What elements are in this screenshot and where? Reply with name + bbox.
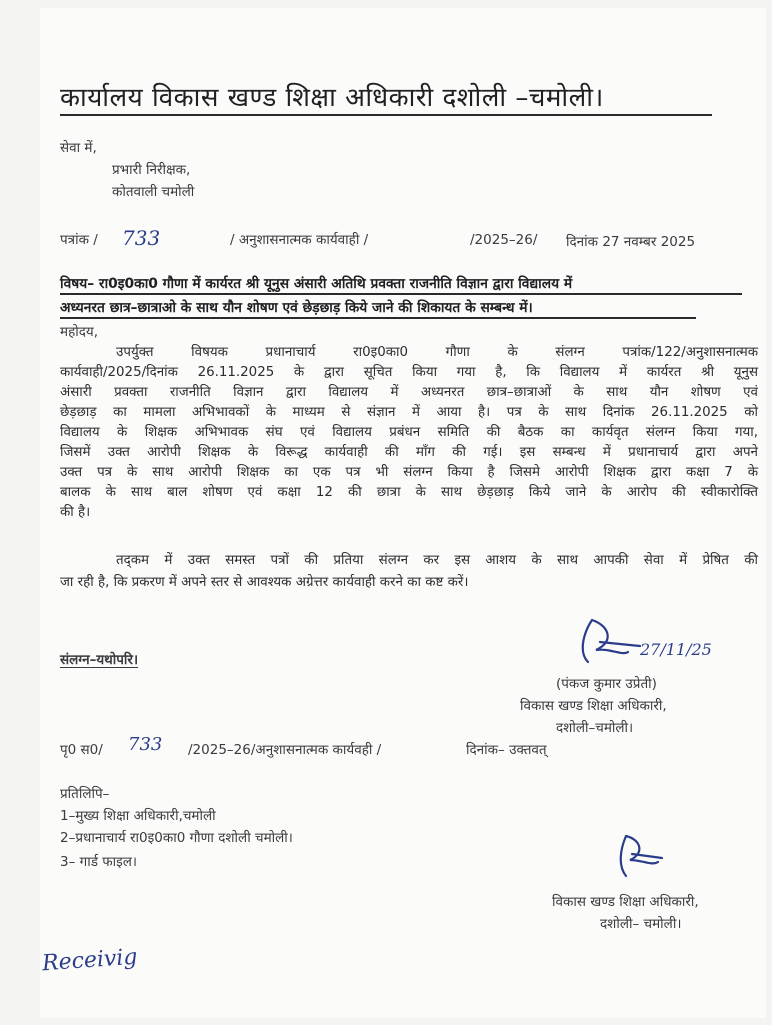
- ref-section: / अनुशासनात्मक कार्यवाही /: [230, 232, 369, 248]
- subject-line-2: अध्यनरत छात्र–छात्राओ के साथ यौन शोषण एवं छेड़छाड़ किये जाने की शिकायत के सम्बन्ध में।: [60, 300, 533, 316]
- ref-number-handwritten: 733: [122, 226, 161, 250]
- paragraph-1-line: छेड़छाड़ का मामला अभिभावकों के माध्यम से संज्ञान में आया है। पत्र के साथ दिनांक 26.11.2025 को: [60, 405, 758, 420]
- ref-year: /2025–26/: [470, 232, 538, 248]
- ref2-rest: /2025–26/अनुशासनात्मक कार्यवही /: [188, 742, 382, 758]
- signatory-place: दशोली–चमोली।: [556, 720, 634, 736]
- receiving-note-handwritten: Receivig: [41, 944, 139, 977]
- ref2-number-handwritten: 733: [128, 734, 163, 755]
- ref-prefix: पत्रांक /: [60, 232, 98, 248]
- signatory-name: (पंकज कुमार उप्रेती): [556, 676, 657, 692]
- paragraph-1-line: जिसमें उक्त आरोपी शिक्षक के विरूद्ध कार्यवाही की माँग की गई। इस सम्बन्ध में प्रधानाचार्य द्वारा अपने: [60, 445, 758, 460]
- subject-line-1: विषय– रा0इ0का0 गौणा में कार्यरत श्री यूनुस अंसारी अतिथि प्रवक्ता राजनीति विज्ञान द्वारा विद्यालय में: [60, 276, 573, 292]
- paragraph-1-line: उक्त पत्र के साथ आरोपी शिक्षक का एक पत्र भी संलग्न किया है जिसमे आरोपी शिक्षक द्वारा कक्षा 7 के: [60, 465, 758, 480]
- signature-2-designation: विकास खण्ड शिक्षा अधिकारी,: [552, 894, 699, 910]
- copy-item: 2–प्रधानाचार्य रा0इ0का0 गौणा दशोली चमोली।: [60, 830, 293, 846]
- subject-underline-1: [60, 293, 742, 295]
- salutation: सेवा में,: [60, 140, 97, 156]
- greeting: महोदय,: [60, 324, 99, 340]
- copy-item: 3– गार्ड फाइल।: [60, 854, 138, 870]
- signature-date-handwritten: 27/11/25: [640, 640, 712, 659]
- signature-scribble: [612, 832, 672, 884]
- paragraph-2-line: जा रही है, कि प्रकरण में अपने स्तर से आवश्यक अग्रेत्तर कार्यवाही करने का कष्ट करें।: [60, 575, 469, 590]
- paragraph-2-line: तद्कम में उक्त समस्त पत्रों की प्रतिया संलग्न कर इस आशय के साथ आपकी सेवा में प्रेषित की: [116, 553, 758, 568]
- ref2-prefix: पृ0 स0/: [60, 742, 103, 758]
- enclosure-note: संलग्न–यथोपरि।: [60, 652, 139, 668]
- signature-2-place: दशोली– चमोली।: [600, 916, 682, 932]
- paragraph-1-line: कार्यवाही/2025/दिनांक 26.11.2025 के द्वारा सूचित किया गया है, कि विद्यालय में कार्यरत श्री यूनुस: [60, 365, 758, 380]
- paragraph-1-line: की है।: [60, 505, 91, 520]
- paragraph-1-line: बालक के साथ बाल शोषण एवं कक्षा 12 की छात्रा के साथ छेड़छाड़ किये जाने के आरोप की स्वीकारोक्ति: [60, 485, 758, 500]
- copy-item: 1–मुख्य शिक्षा अधिकारी,चमोली: [60, 808, 216, 824]
- ref-date: दिनांक 27 नवम्बर 2025: [566, 234, 696, 250]
- subject-underline-2: [60, 317, 696, 319]
- addressee-line-1: प्रभारी निरीक्षक,: [112, 162, 191, 178]
- paragraph-1-line: विद्यालय के शिक्षक अभिभावक संघ एवं विद्यालय प्रबंधन समिति की बैठक का कार्यवृत संलग्न किया गया,: [60, 425, 758, 440]
- heading-underline: [60, 114, 712, 116]
- paragraph-1-line: उपर्युक्त विषयक प्रधानाचार्य रा0इ0का0 गौणा के संलग्न पत्रांक/122/अनुशासनात्मक: [116, 345, 758, 360]
- copies-title: प्रतिलिपि–: [60, 786, 110, 802]
- addressee-line-2: कोतवाली चमोली: [112, 184, 195, 200]
- paragraph-1-line: अंसारी प्रवक्ता राजनीति विज्ञान द्वारा विद्यालय में अध्यनरत छात्र–छात्राओं के साथ यौन शोषण एवं: [60, 385, 758, 400]
- ref2-date: दिनांक– उक्तवत्: [466, 742, 547, 758]
- signatory-designation: विकास खण्ड शिक्षा अधिकारी,: [520, 698, 667, 714]
- office-heading: कार्यालय विकास खण्ड शिक्षा अधिकारी दशोली –चमोली।: [60, 83, 604, 113]
